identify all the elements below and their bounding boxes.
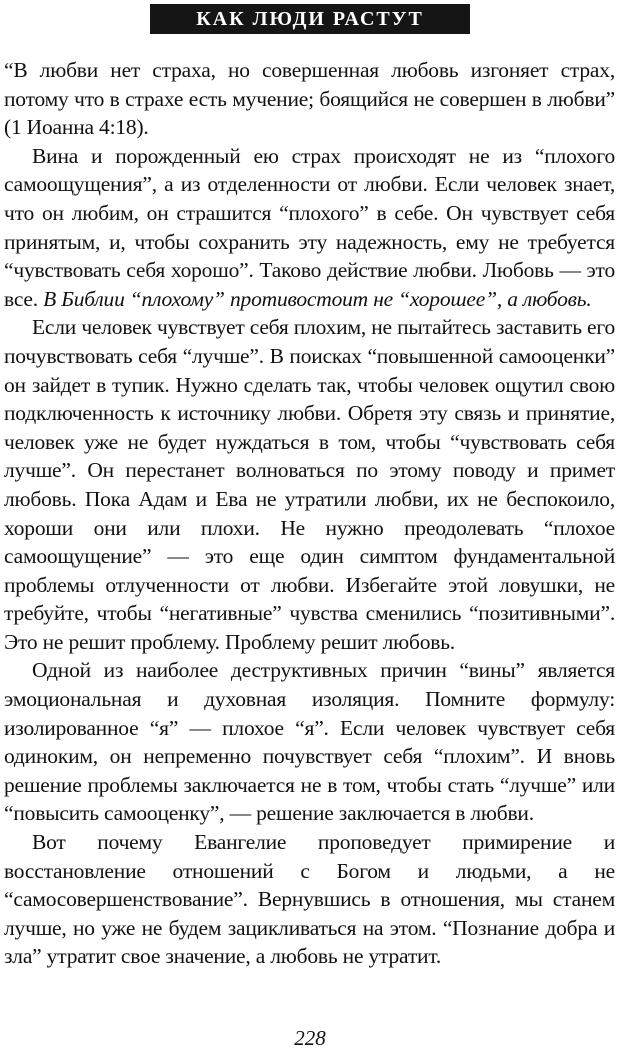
- paragraph-text: “В любви нет страха, но совершенная любовь изгоняет страх, потому что в страхе есть мучение; боящийся не совершен в любви” (1 Иоанна 4:18).: [4, 58, 615, 140]
- paragraph: [4, 313, 615, 656]
- paragraph-text: Вина и порожденный ею страх происходят не из “плохого самоощущения”, а из отделенности от любви. Если человек знает, что он любим, он страшится “плохого” в себе. Он чувствует себя принятым, и, чтобы сохранить эту надежность, ему не требуется “чувствовать себя хорошо”. Таково действие любви. Любовь — это все.: [4, 143, 615, 311]
- paragraph: [4, 142, 615, 314]
- body-text: [4, 56, 615, 971]
- running-header-title: КАК ЛЮДИ РАСТУТ: [196, 7, 424, 30]
- paragraph-emphasis: В Библии “плохому” противостоит не “хорошее”, а любовь.: [43, 286, 592, 311]
- paragraph: [4, 828, 615, 971]
- page-number: 228: [294, 1026, 326, 1050]
- running-header: [150, 4, 470, 34]
- paragraph-quote: [4, 56, 615, 142]
- paragraph-text: Одной из наиболее деструктивных причин “вины” является эмоциональная и духовная изоляция. Помните формулу: изолированное “я” — плохое “я”. Если человек чувствует себя одиноким, он непременно почувствует себя “плохим”. И вновь решение проблемы заключается не в том, чтобы стать “лучше” или “повысить самооценку”, — решение заключается в любви.: [4, 658, 615, 826]
- paragraph: [4, 656, 615, 828]
- paragraph-text: Вот почему Евангелие проповедует примирение и восстановление отношений с Богом и людьми, а не “самосовершенствование”. Вернувшись в отношения, мы станем лучше, но уже не будем зацикливаться на этом. “Познание добра и зла” утратит свое значение, а любовь не утратит.: [4, 830, 615, 969]
- paragraph-text: Если человек чувствует себя плохим, не пытайтесь заставить его почувствовать себя “лучше”. В поисках “повышенной самооценки” он зайдет в тупик. Нужно сделать так, чтобы человек ощутил свою подключенность к источнику любви. Обретя эту связь и принятие, человек уже не будет нуждаться в том, чтобы “чувствовать себя лучше”. Он перестанет волноваться по этому поводу и примет любовь. Пока Адам и Ева не утратили любви, их не беспокоило, хороши они или плохи. Не нужно преодолевать “плохое самоощущение” — это еще один симптом фундаментальной проблемы отлученности от любви. Избегайте этой ловушки, не требуйте, чтобы “негативные” чувства сменились “позитивными”. Это не решит проблему. Проблему решит любовь.: [4, 315, 615, 654]
